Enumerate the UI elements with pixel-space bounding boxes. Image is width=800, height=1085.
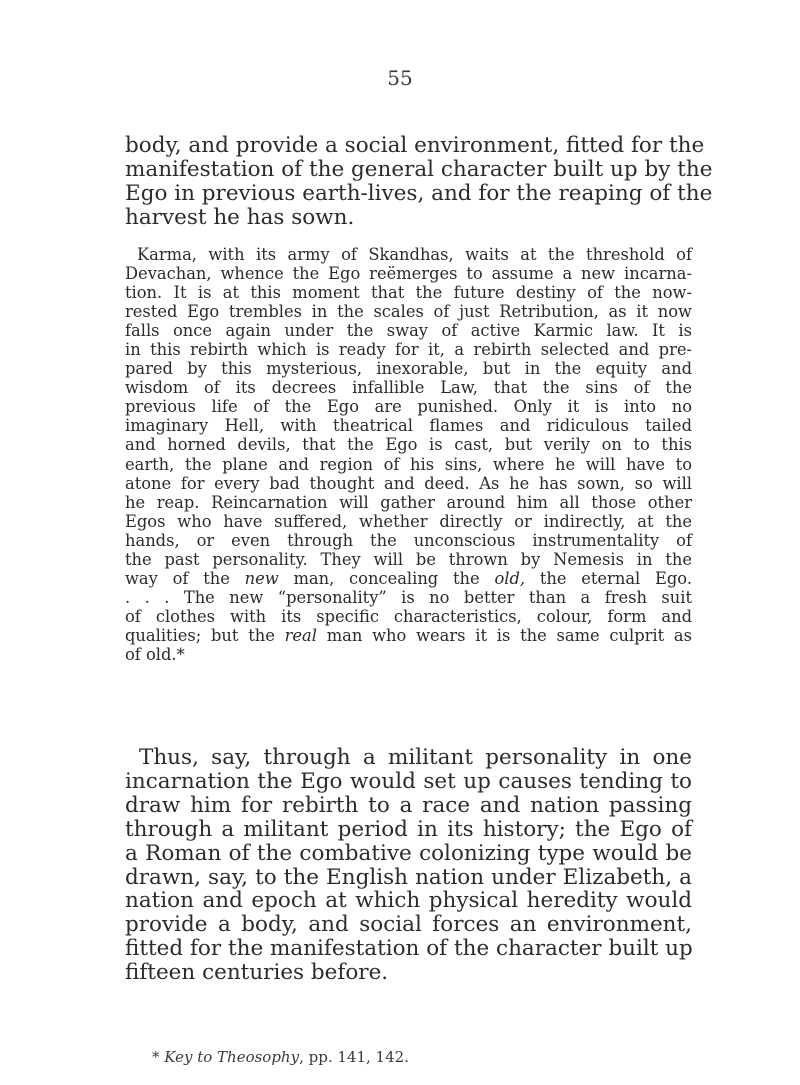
text-line: harvest he has sown.: [125, 205, 355, 230]
text-line: of clothes with its specific characteristics, colour, form and: [125, 606, 692, 626]
page-number: 55: [387, 66, 413, 90]
footnote-marker: *: [152, 1048, 165, 1066]
text-line: a Roman of the combative colonizing type would be: [125, 840, 692, 866]
footnote: [152, 1048, 409, 1066]
text-line: imaginary Hell, with theatrical flames and ridiculous tailed: [125, 416, 692, 436]
text-fragment: the eternal Ego.: [525, 568, 693, 588]
text-line: drawn, say, to the English nation under Elizabeth, a: [125, 864, 692, 890]
text-line: wisdom of its decrees infallible Law, that the sins of the: [125, 378, 692, 398]
text-line: earth, the plane and region of his sins, where he will have to: [125, 454, 692, 474]
text-line: Egos who have suffered, whether directly or indirectly, at the: [125, 511, 692, 531]
text-line: and horned devils, that the Ego is cast, but verily on to this: [125, 435, 692, 455]
text-line: through a militant period in its history; the Ego of: [125, 816, 692, 842]
text-line: incarnation the Ego would set up causes tending to: [125, 768, 692, 794]
paragraph-continuation: [125, 133, 713, 230]
text-line: manifestation of the general character built up by the: [125, 157, 713, 182]
text-line: [125, 626, 692, 645]
text-line: draw him for rebirth to a race and nation passing: [125, 792, 692, 818]
text-line: hands, or even through the unconscious instrumentality of: [125, 530, 692, 550]
italic-word: new: [244, 568, 279, 588]
text-line: atone for every bad thought and deed. As he has sown, so will: [125, 473, 692, 493]
text-line: body, and provide a social environment, fitted for the: [125, 133, 705, 158]
text-line: pared by this mysterious, inexorable, but in the equity and: [125, 359, 692, 379]
italic-word: old,: [494, 568, 526, 588]
text-fragment: man, concealing the: [278, 568, 495, 588]
text-line: . . . The new “personality” is no better than a fresh suit: [125, 587, 692, 607]
text-line: fifteen centuries before.: [125, 960, 389, 986]
text-line: Thus, say, through a militant personality in one: [139, 745, 692, 770]
text-line: [125, 569, 692, 588]
text-line: falls once again under the sway of active Karmic law. It is: [125, 321, 692, 341]
text-line: provide a body, and social forces an environment,: [125, 912, 692, 938]
quoted-passage: [125, 245, 692, 664]
text-line: nation and epoch at which physical heredity would: [125, 888, 692, 914]
text-fragment: way of the: [125, 568, 245, 588]
text-line: previous life of the Ego are punished. Only it is into no: [125, 397, 692, 417]
text-line: the past personality. They will be thrown by Nemesis in the: [125, 549, 692, 569]
text-line: tion. It is at this moment that the future destiny of the now-: [125, 283, 692, 303]
text-line: in this rebirth which is ready for it, a rebirth selected and pre-: [125, 340, 692, 360]
text-line: Ego in previous earth-lives, and for the reaping of the: [125, 181, 713, 206]
text-line: Devachan, whence the Ego reëmerges to assume a new incarna-: [125, 264, 692, 284]
italic-word: real: [284, 625, 317, 645]
text-line: he reap. Reincarnation will gather around him all those other: [125, 492, 692, 512]
text-fragment: qualities; but the: [125, 625, 285, 645]
body-paragraph: [125, 746, 692, 985]
text-fragment: man who wears it is the same culprit as: [316, 625, 692, 645]
footnote-pages: , pp. 141, 142.: [299, 1048, 409, 1066]
footnote-title: Key to Theosophy: [164, 1048, 300, 1066]
text-line: rested Ego trembles in the scales of just Retribution, as it now: [125, 302, 692, 322]
text-line: Karma, with its army of Skandhas, waits at the threshold of: [137, 245, 692, 264]
text-line: fitted for the manifestation of the character built up: [125, 936, 693, 962]
text-line: of old.*: [125, 644, 185, 664]
